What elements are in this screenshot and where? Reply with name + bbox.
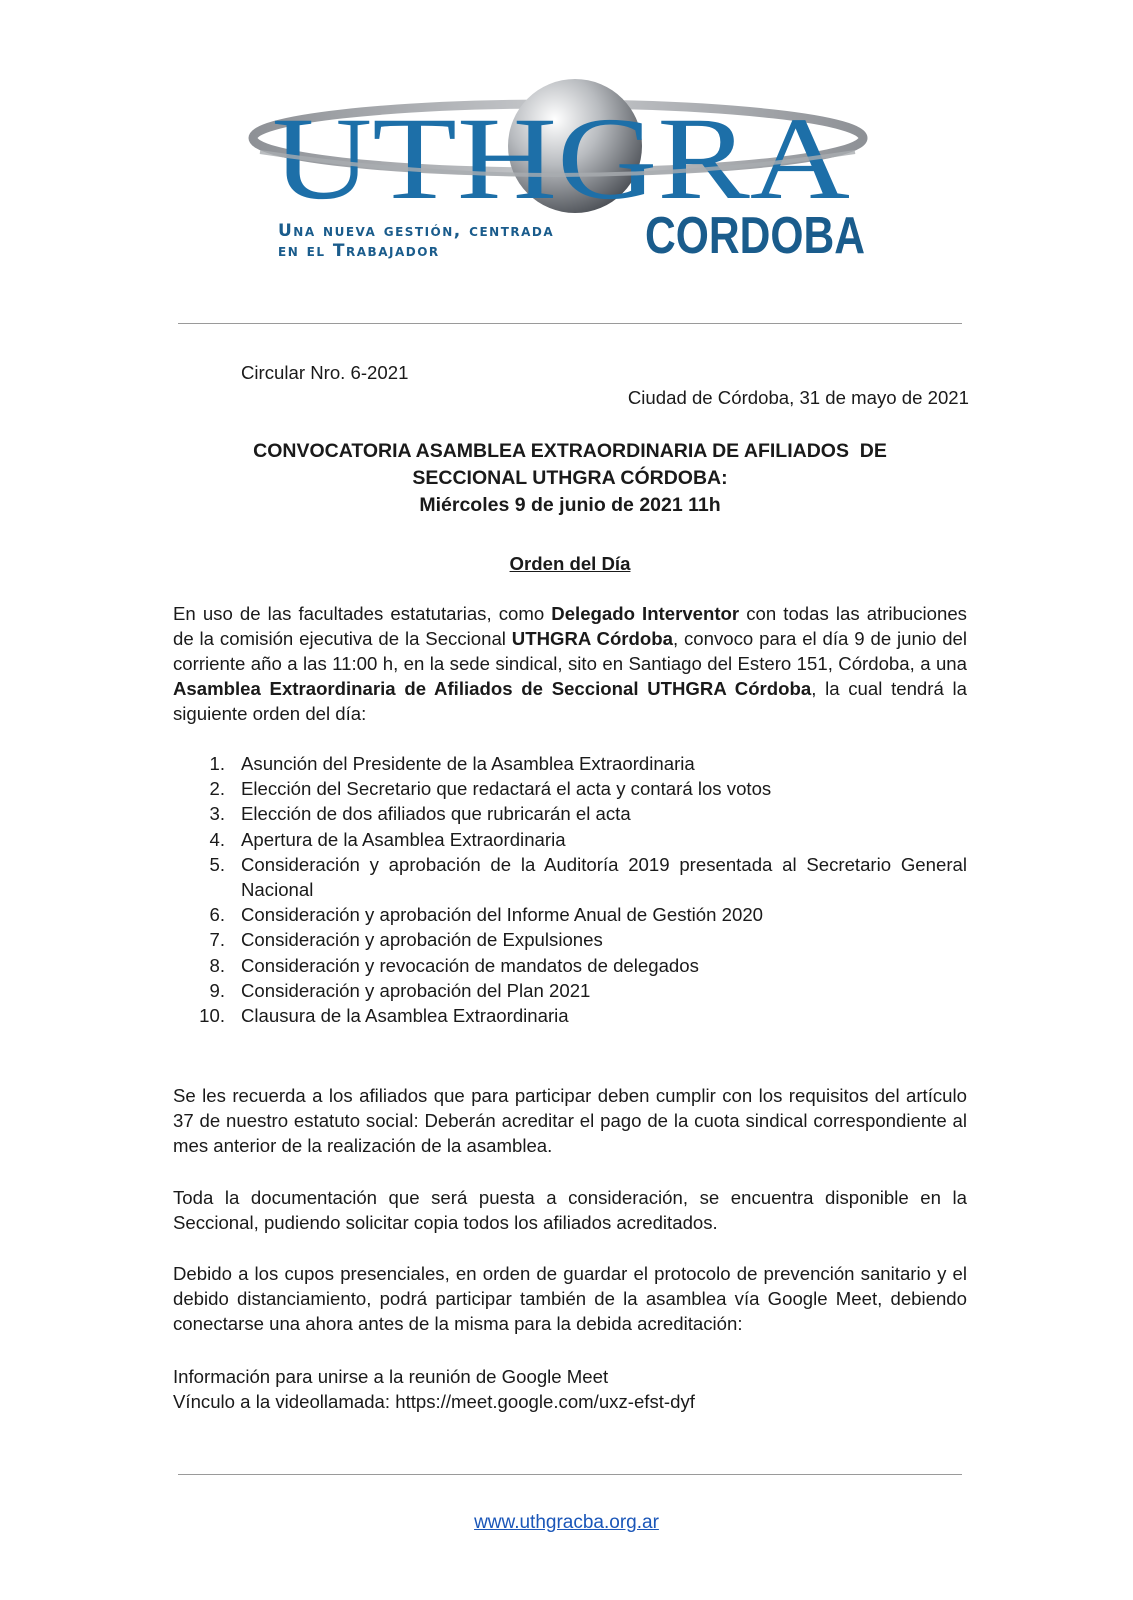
list-item-number: 9. xyxy=(209,979,225,1001)
list-item-number: 2. xyxy=(209,778,225,800)
circular-number: Circular Nro. 6-2021 xyxy=(241,362,409,383)
intro-bold-uthgra: UTHGRA Córdoba xyxy=(511,628,673,649)
list-item-number: 1. xyxy=(209,753,225,774)
list-item-number: 7. xyxy=(209,929,225,951)
list-item-number: 10. xyxy=(199,1005,225,1027)
list-item-number: 8. xyxy=(209,954,225,976)
list-item-text: Consideración y aprobación de Expulsiones xyxy=(241,929,603,951)
list-item-number: 3. xyxy=(209,803,225,825)
list-item-text: Clausura de la Asamblea Extraordinaria xyxy=(241,1005,569,1027)
place-date: Ciudad de Córdoba, 31 de mayo de 2021 xyxy=(627,387,969,408)
title-line-1: CONVOCATORIA ASAMBLEA EXTRAORDINARIA DE AFILIADOS DE xyxy=(253,440,887,462)
title-line-2: SECCIONAL UTHGRA CÓRDOBA: xyxy=(412,467,728,489)
list-item-text: Apertura de la Asamblea Extraordinaria xyxy=(241,828,566,850)
brand-wordmark: UTHGRA xyxy=(272,93,850,224)
list-item xyxy=(173,751,967,776)
list-item-text: Asunción del Presidente de la Asamblea Extraordinaria xyxy=(241,753,695,774)
list-item xyxy=(173,1003,967,1028)
list-item-text: Elección del Secretario que redactará el acta y contará los votos xyxy=(241,778,772,800)
list-item xyxy=(173,852,967,902)
intro-text-4: , la cual tendrá la siguiente orden del día: xyxy=(173,678,967,724)
intro-bold-delegado: Delegado Interventor xyxy=(551,603,740,624)
website-link[interactable]: www.uthgracba.org.ar xyxy=(474,1512,659,1533)
logo-city: CORDOBA xyxy=(645,207,865,265)
intro-text-2: con todas las atribuciones de la comisión ejecutiva de la Seccional xyxy=(173,603,967,649)
list-item-text: Consideración y revocación de mandatos de delegados xyxy=(241,954,699,976)
agenda-heading: Orden del Día xyxy=(509,553,631,574)
list-item-number: 5. xyxy=(209,853,225,875)
list-item-text: Consideración y aprobación del Informe Anual de Gestión 2020 xyxy=(241,904,763,926)
document-title xyxy=(178,438,962,519)
intro-text-1: En uso de las facultades estatutarias, como xyxy=(173,603,552,624)
logo-tagline-line2: en el Trabajador xyxy=(278,241,440,261)
footer-divider xyxy=(178,1474,962,1475)
list-item xyxy=(173,927,967,952)
logo-tagline-line1: Una nueva gestión, centrada xyxy=(278,221,555,241)
agenda-list xyxy=(173,751,967,1028)
list-item xyxy=(173,801,967,826)
requirements-paragraph: Se les recuerda a los afiliados que para participar deben cumplir con los requisitos del artículo 37 de nuestro estatuto social: Deberán acreditar el pago de la cuota sindical correspondiente al mes anterior de la realización de la asamblea. xyxy=(173,1085,967,1156)
list-item-number: 6. xyxy=(209,904,225,926)
title-line-3: Miércoles 9 de junio de 2021 11h xyxy=(419,494,721,516)
list-item-text: Consideración y aprobación del Plan 2021 xyxy=(241,979,591,1001)
list-item xyxy=(173,776,967,801)
intro-text-3: , convoco para el día 9 de junio del corriente año a las 11:00 h, en la sede sindical, sito en Santiago del Estero 151, Córdoba, a una xyxy=(173,628,968,674)
meet-info-block xyxy=(173,1364,967,1414)
list-item-text: Elección de dos afiliados que rubricarán el acta xyxy=(241,803,631,825)
uthgra-cordoba-logo xyxy=(240,70,890,280)
list-item-text: Consideración y aprobación de la Auditoría 2019 presentada al Secretario General Nacional xyxy=(241,853,967,901)
list-item xyxy=(173,953,967,978)
list-item xyxy=(173,827,967,852)
list-item xyxy=(173,902,967,927)
list-item xyxy=(173,978,967,1003)
meet-link-line[interactable]: Vínculo a la videollamada: https://meet.google.com/uxz-efst-dyf xyxy=(173,1391,695,1412)
google-meet-paragraph: Debido a los cupos presenciales, en orden de guardar el protocolo de prevención sanitario y el debido distanciamiento, podrá participar también de la asamblea vía Google Meet, debiendo conectarse una ahora antes de la misma para la debida acreditación: xyxy=(173,1263,967,1334)
list-item-number: 4. xyxy=(209,828,225,850)
intro-paragraph xyxy=(173,601,967,726)
header-divider xyxy=(178,323,962,324)
intro-bold-asamblea: Asamblea Extraordinaria de Afiliados de Seccional UTHGRA Córdoba xyxy=(173,678,812,699)
documentation-paragraph: Toda la documentación que será puesta a consideración, se encuentra disponible en la Seccional, pudiendo solicitar copia todos los afiliados acreditados. xyxy=(173,1187,967,1233)
meet-info-line: Información para unirse a la reunión de Google Meet xyxy=(173,1366,609,1387)
